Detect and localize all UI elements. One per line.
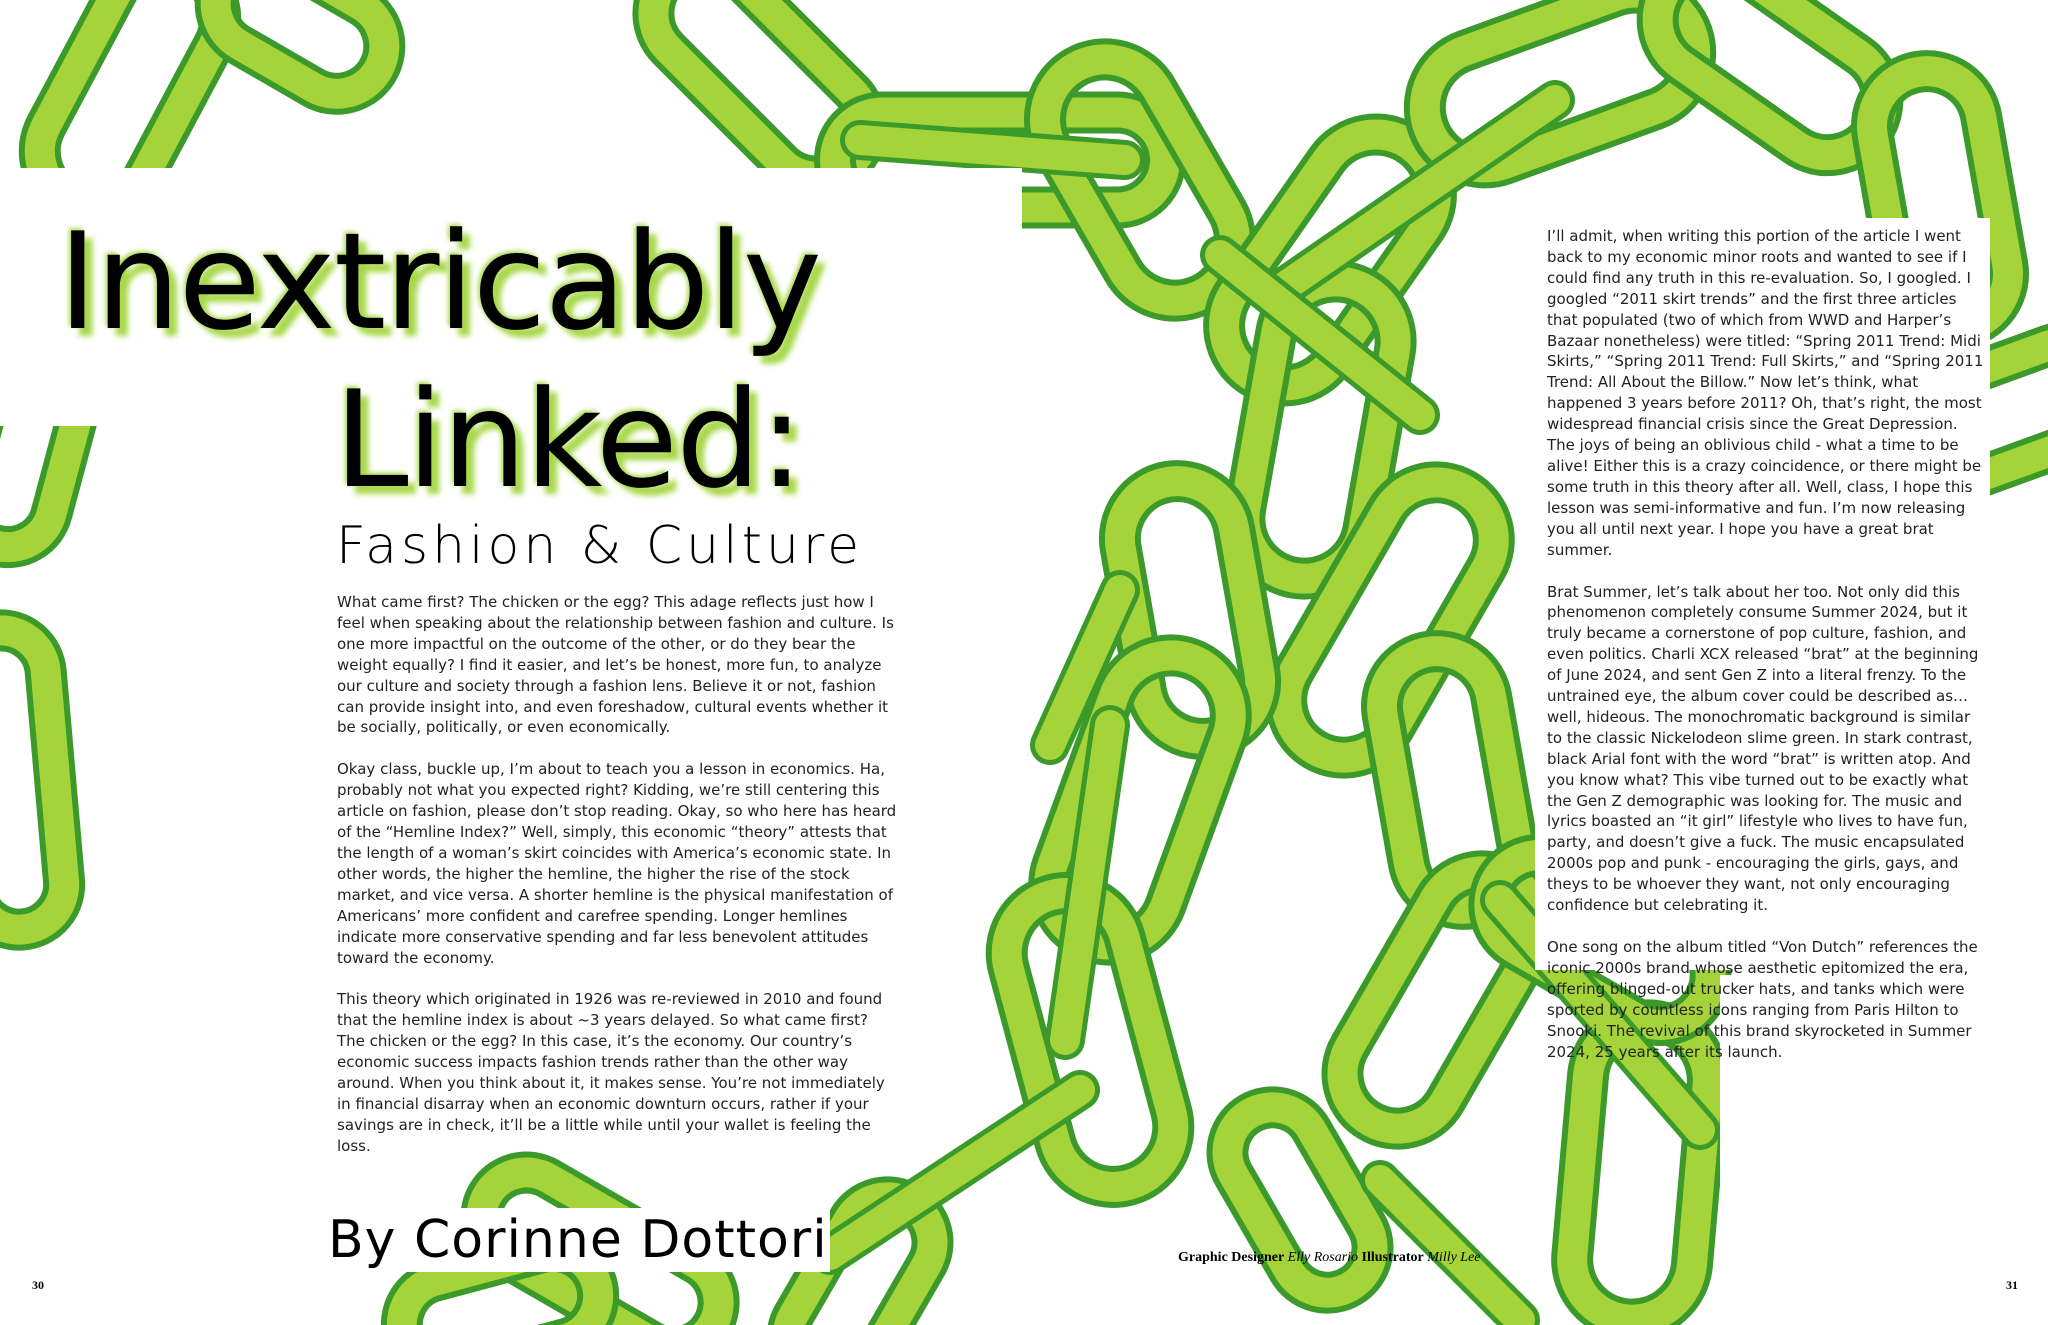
paragraph: One song on the album titled “Von Dutch” references the iconic 2000s brand whose aesthetic epitomized the era, offering blinged-out trucker hats, and tanks which were sported by countless icons ranging from Paris Hilton to Snooki. The revival of this brand skyrocketed in Summer 2024, 25 years after its launch. [1547, 938, 1978, 1061]
chain-link-highlight [198, 0, 401, 111]
designer-name: Elly Rosario [1287, 1250, 1359, 1265]
paragraph: What came first? The chicken or the egg? This adage reflects just how I feel when speaking about the relationship between fashion and culture. Is one more impactful on the outcome of the other, or do they bear the weight equally? I find it easier, and let’s be honest, more fun, to analyze our culture and society through a fashion lens. Believe it or not, fashion can provide insight into, and even foreshadow, cultural events whether it be socially, politically, or even economically. [337, 593, 894, 737]
paragraph: Brat Summer, let’s talk about her too. Not only did this phenomenon completely consume Summer 2024, but it truly became a cornerstone of pop culture, fashion, and even politics. Charli XCX released “brat” at the beginning of June 2024, and sent Gen Z into a literal frenzy. To the untrained eye, the album cover could be described as… well, hideous. The monochromatic background is similar to the classic Nickelodeon slime green. In stark contrast, black Arial font with the word “brat” is written atop. And you know what? This vibe turned out to be exactly what the Gen Z demographic was looking for. The music and lyrics boasted an “it girl” lifestyle who lives to have fun, party, and doesn’t give a fuck. The music encapsulated 2000s pop and punk - encouraging the girls, gays, and theys to be whoever they want, not only encouraging confidence but celebrating it. [1547, 582, 1979, 915]
left-article-column [337, 592, 897, 1178]
illustrator-name: Milly Lee [1427, 1250, 1481, 1265]
credits [1178, 1250, 1481, 1266]
subtitle: Fashion & Culture [336, 516, 864, 576]
title-line-2: Linked: [334, 362, 803, 518]
paragraph: Okay class, buckle up, I’m about to teach you a lesson in economics. Ha, probably not what you expected right? Kidding, we’re still centering this article on fashion, please don’t stop reading. Okay, so who here has heard of the “Hemline Index?” Well, simply, this economic “theory” attests that the length of a woman’s skirt coincides with America’s economic state. In other words, the higher the hemline, the higher the rise of the stock market, and vice versa. A shorter hemline is the physical manifestation of Americans’ more confident and carefree spending. Longer hemlines indicate more conservative spending and far less benevolent attitudes toward the economy. [337, 760, 897, 967]
title-line-1: Inextricably [58, 204, 821, 360]
page-number-left: 30 [32, 1278, 44, 1292]
page-number-right: 31 [2006, 1278, 2018, 1292]
chain-bar-highlight [860, 140, 1125, 160]
designer-role: Graphic Designer [1178, 1250, 1285, 1265]
chain-link-highlight [0, 627, 68, 934]
paragraph: This theory which originated in 1926 was re-reviewed in 2010 and found that the hemline index is about ~3 years delayed. So what came first? The chicken or the egg? In this case, it’s the economy. Our country’s economic success impacts fashion trends rather than the other way around. When you think about it, it makes sense. You’re not immediately in financial disarray when an economic downturn occurs, rather if your savings are in check, it’ll be a little while until your wallet is feeling the loss. [337, 990, 885, 1155]
illustrator-role: Illustrator [1361, 1250, 1424, 1265]
byline: By Corinne Dottori [328, 1210, 828, 1270]
paragraph: I’ll admit, when writing this portion of the article I went back to my economic minor roots and wanted to see if I could find any truth in this re-evaluation. So, I googled. I googled “2011 skirt trends” and the first three articles that populated (two of which from WWD and Harper’s Bazaar nonetheless) were titled: “Spring 2011 Trend: Midi Skirts,” “Spring 2011 Trend: Full Skirts,” and “Spring 2011 Trend: All About the Billow.” Now let’s think, what happened 3 years before 2011? Oh, that’s right, the most widespread financial crisis since the Great Depression. The joys of being an oblivious child - what a time to be alive! Either this is a crazy coincidence, or there might be some truth in this theory after all. Well, class, I hope this lesson was semi-informative and fun. I’m now releasing you all until next year. I hope you have a great brat summer. [1547, 227, 1984, 559]
right-article-column [1547, 226, 1987, 1083]
